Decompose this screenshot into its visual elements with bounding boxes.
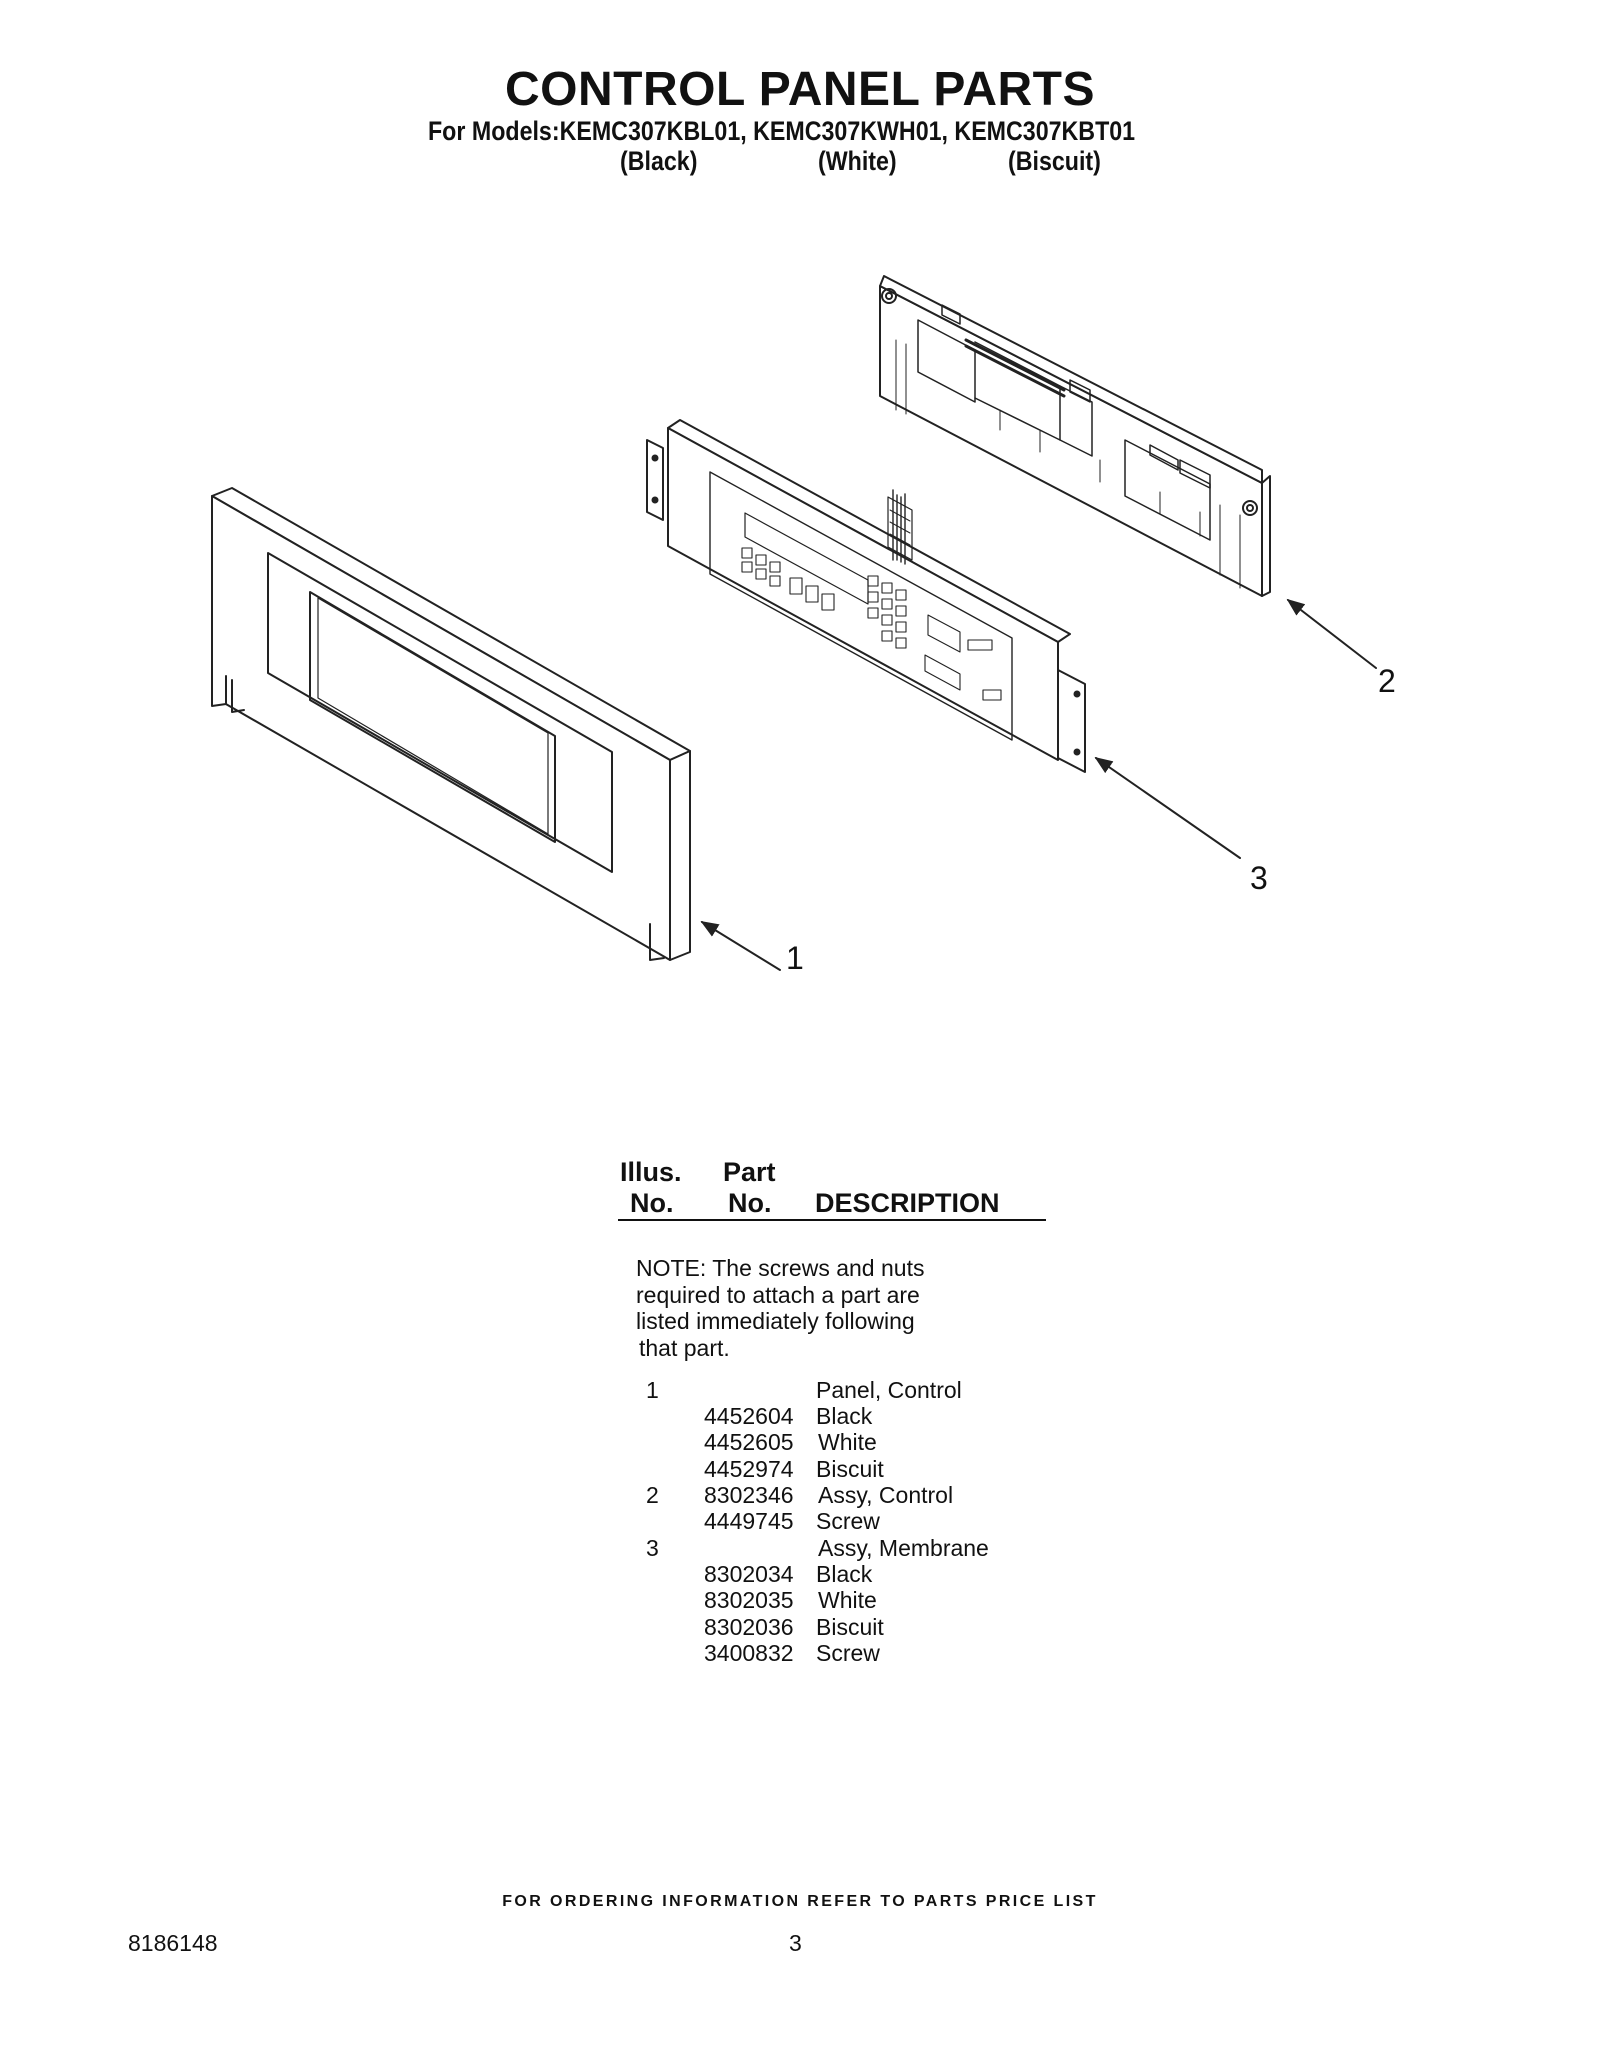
row-description: Screw	[816, 1640, 880, 1666]
exploded-parts-diagram	[0, 0, 1600, 1000]
row-description: Black	[816, 1403, 873, 1429]
row-part-no: 4452604	[704, 1403, 794, 1429]
row-part-no: 8302346	[704, 1482, 794, 1508]
callout-arrow-1	[702, 922, 780, 970]
row-description: Assy, Membrane	[818, 1535, 989, 1561]
callout-3: 3	[1250, 860, 1268, 896]
header-part-2: No.	[728, 1188, 772, 1218]
row-illus-no: 3	[646, 1535, 659, 1561]
note-line: required to attach a part are	[636, 1281, 920, 1308]
row-description: Panel, Control	[816, 1377, 962, 1403]
callout-1: 1	[786, 940, 804, 976]
table-note	[636, 1255, 924, 1361]
header-rule	[618, 1219, 1046, 1221]
row-illus-no: 2	[646, 1482, 659, 1508]
row-description: Biscuit	[816, 1614, 884, 1640]
color-label-white: (White)	[818, 146, 897, 176]
row-description: Black	[816, 1561, 873, 1587]
note-line: listed immediately following	[636, 1308, 915, 1334]
ordering-note: FOR ORDERING INFORMATION REFER TO PARTS PRICE LIST	[502, 1893, 1098, 1910]
callout-2: 2	[1378, 663, 1396, 699]
row-description: White	[818, 1429, 877, 1455]
callout-arrow-2	[1288, 600, 1376, 668]
header-description: DESCRIPTION	[815, 1188, 1000, 1218]
row-part-no: 8302036	[704, 1614, 794, 1640]
callout-arrow-3	[1096, 758, 1240, 858]
row-part-no: 4452605	[704, 1429, 794, 1455]
part-2-control-assembly	[880, 276, 1270, 596]
row-description: Biscuit	[816, 1456, 884, 1482]
header-illus-2: No.	[630, 1188, 674, 1218]
row-description: White	[818, 1587, 877, 1613]
document-number: 8186148	[128, 1930, 218, 1956]
row-part-no: 3400832	[704, 1640, 794, 1666]
row-description: Assy, Control	[818, 1482, 954, 1508]
header-part-1: Part	[723, 1157, 776, 1187]
part-3-membrane-assembly	[647, 420, 1085, 772]
models-line: For Models:KEMC307KBL01, KEMC307KWH01, KEMC307KBT01	[428, 116, 1136, 146]
header-illus-1: Illus.	[620, 1157, 682, 1187]
page-number: 3	[789, 1930, 802, 1956]
note-line: NOTE: The screws and nuts	[636, 1255, 925, 1281]
row-illus-no: 1	[646, 1377, 659, 1403]
page-title: CONTROL PANEL PARTS	[505, 63, 1095, 116]
row-description: Screw	[816, 1508, 880, 1534]
row-part-no: 4449745	[704, 1508, 794, 1534]
part-1-control-panel	[212, 488, 690, 960]
note-line: that part.	[639, 1334, 730, 1361]
color-label-black: (Black)	[620, 146, 698, 176]
row-part-no: 4452974	[704, 1456, 794, 1482]
color-label-biscuit: (Biscuit)	[1008, 146, 1101, 176]
row-part-no: 8302035	[704, 1587, 794, 1613]
row-part-no: 8302034	[704, 1561, 794, 1587]
